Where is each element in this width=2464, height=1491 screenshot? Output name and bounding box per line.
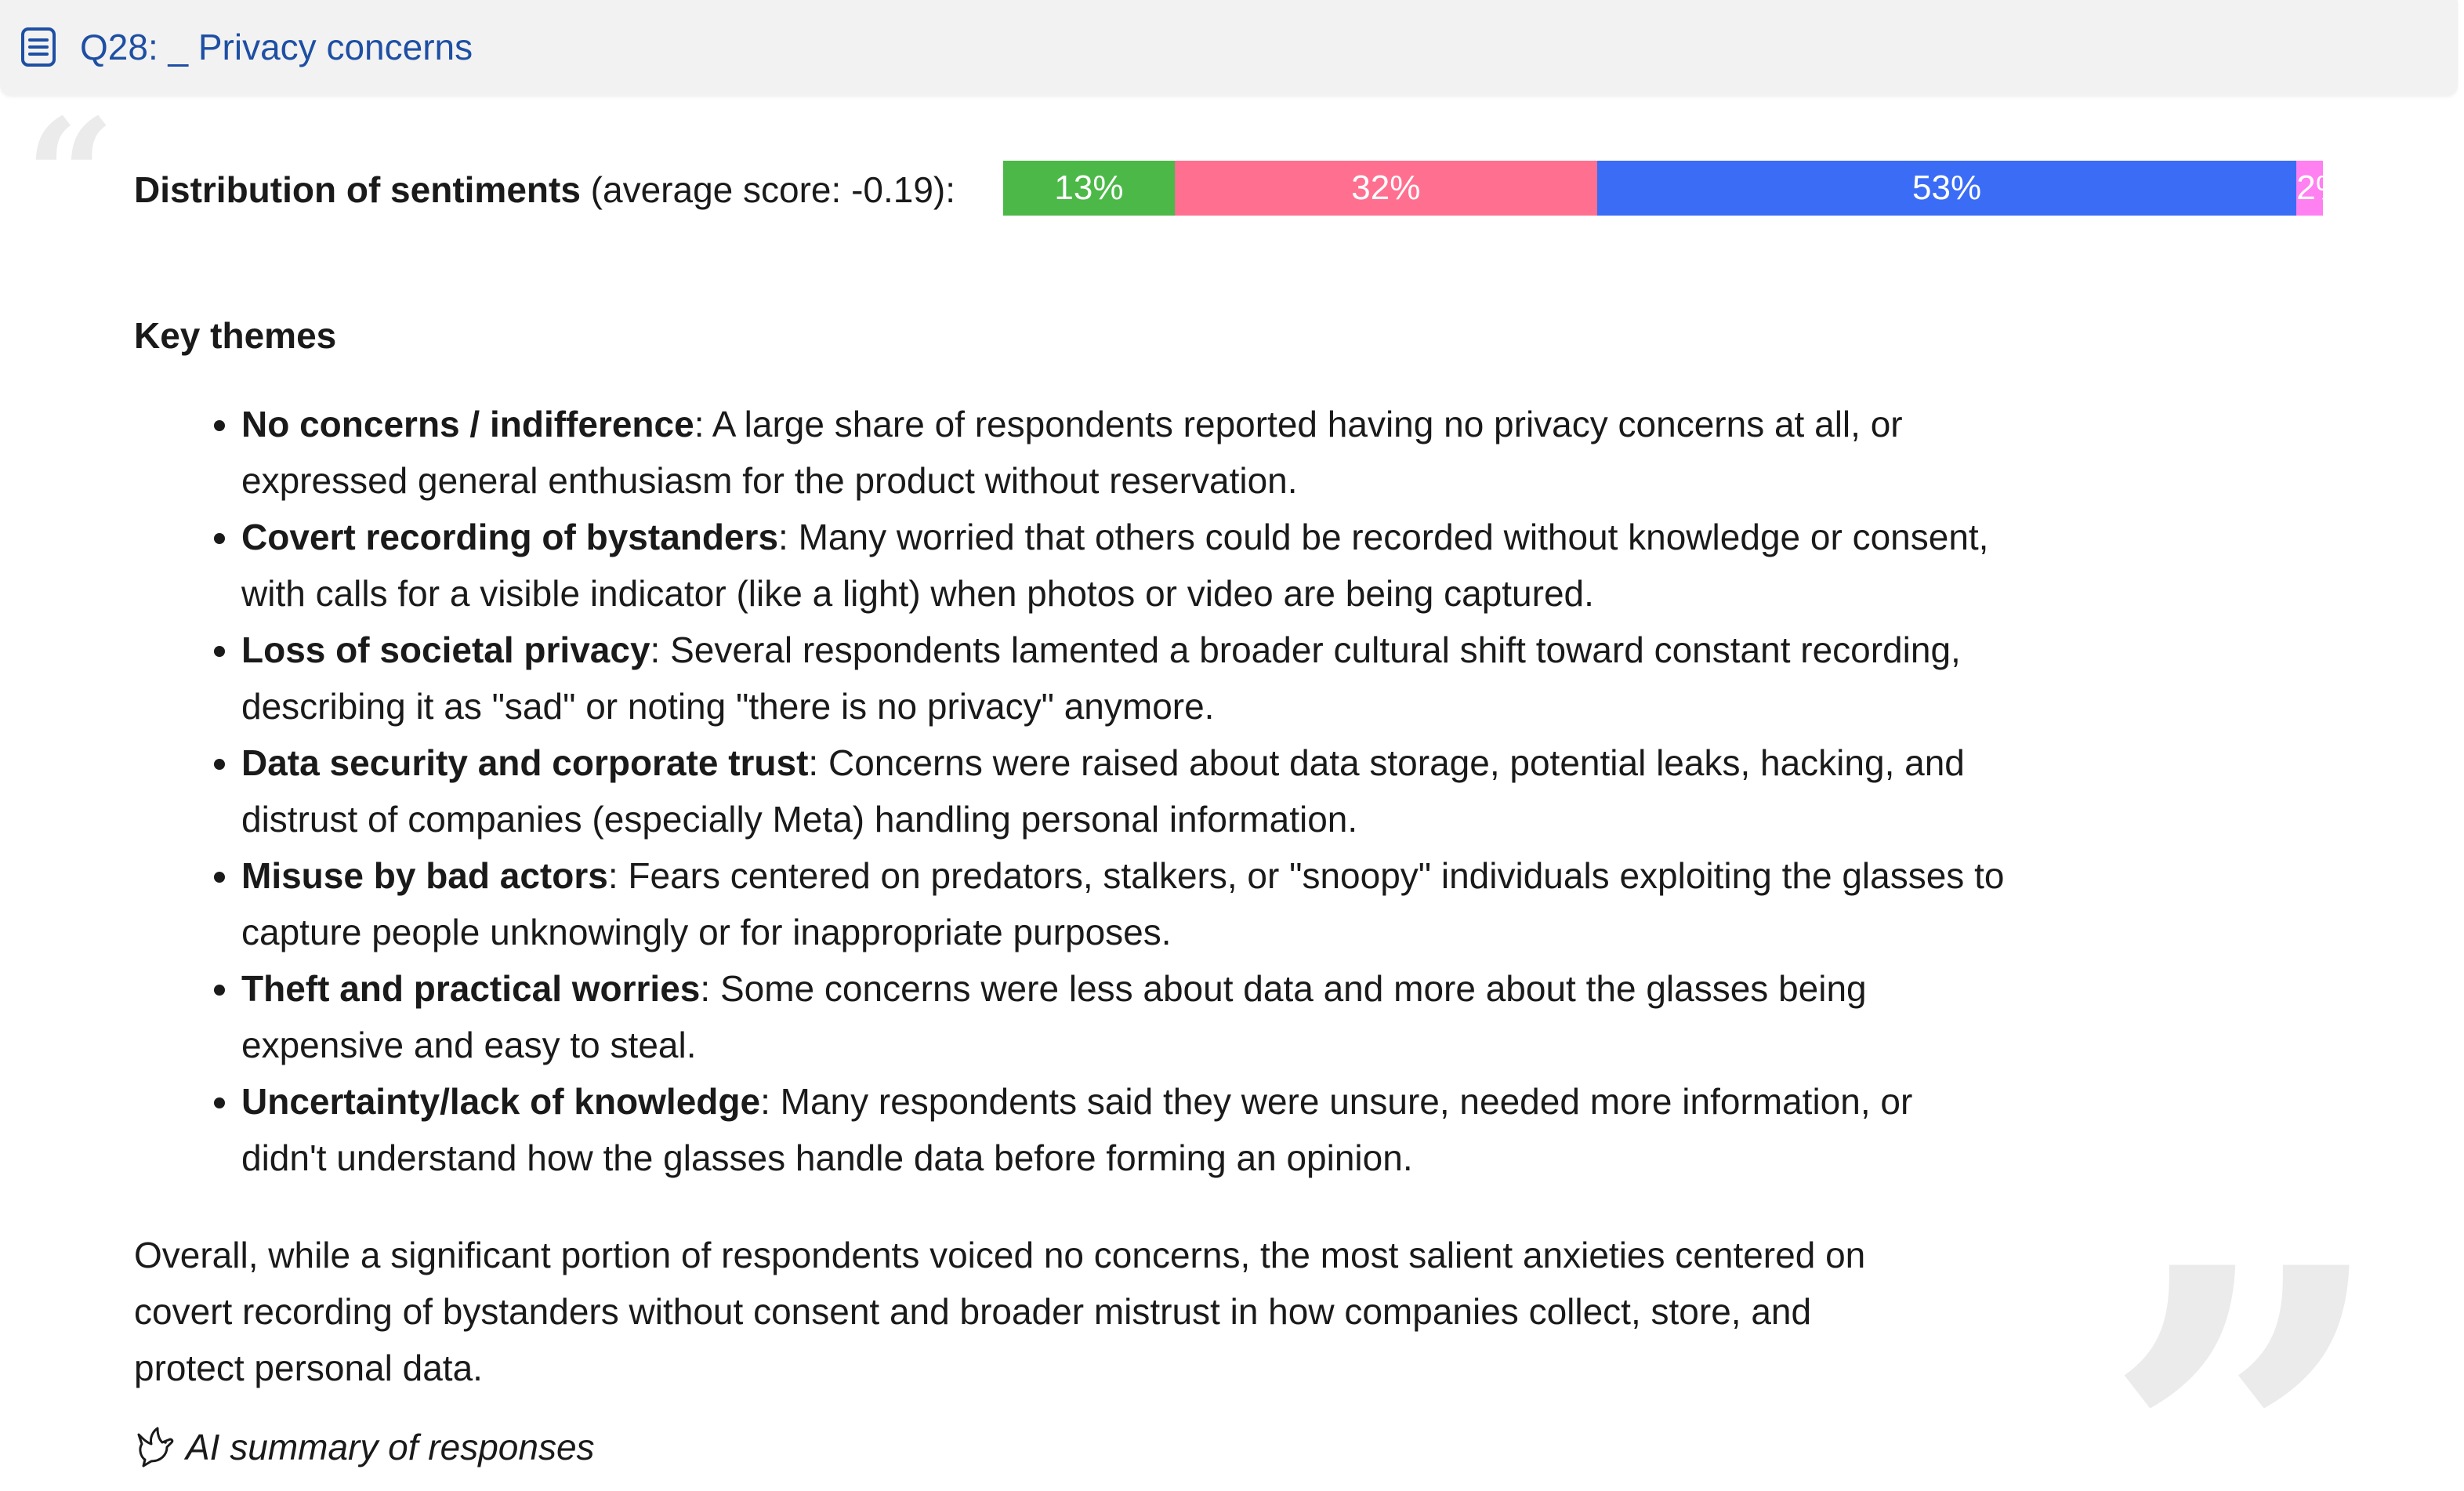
svg-text:“: “ (25, 85, 116, 269)
theme-term: Covert recording of bystanders (241, 517, 779, 557)
question-title[interactable]: Q28: _ Privacy concerns (80, 27, 473, 67)
list-document-icon (20, 27, 56, 67)
sentiment-label (134, 166, 955, 213)
sentiment-label-bold: Distribution of sentiments (134, 169, 581, 210)
svg-text:”: ” (2100, 1159, 2390, 1491)
theme-description: : Concerns were raised about data storage, potential leaks, hacking, and distrust of companies (especially Meta) handling personal information. (241, 742, 1965, 840)
theme-description: : Several respondents lamented a broader cultural shift toward constant recording, describing it as "sad" or noting "there is no privacy" anymore. (241, 629, 1961, 727)
sentiment-bar (1003, 161, 2346, 216)
sentiment-segment-negative[interactable]: 32% (1175, 161, 1597, 216)
theme-term: No concerns / indifference (241, 404, 694, 444)
theme-item (241, 396, 2005, 509)
theme-description: : A large share of respondents reported having no privacy concerns at all, or expressed general enthusiasm for the product without reservation. (241, 404, 1903, 501)
sentiment-segment-mixed[interactable]: 2% (2296, 161, 2323, 216)
theme-item (241, 960, 2005, 1073)
key-themes-heading: Key themes (134, 315, 337, 356)
theme-item (241, 847, 2005, 960)
key-themes-list (133, 396, 2005, 1186)
theme-description: : Many worried that others could be recorded without knowledge or consent, with calls for a visible indicator (like a light) when photos or video are being captured. (241, 517, 1989, 614)
theme-description: : Fears centered on predators, stalkers, or "snoopy" individuals exploiting the glasses to capture people unknowingly or for inappropriate purposes. (241, 855, 2005, 952)
ai-summary-label: AI summary of responses (186, 1427, 595, 1467)
dove-icon (134, 1425, 178, 1469)
theme-item (241, 735, 2005, 847)
sentiment-segment-positive[interactable]: 13% (1003, 161, 1175, 216)
sentiment-segment-neutral[interactable]: 53% (1597, 161, 2297, 216)
theme-term: Misuse by bad actors (241, 855, 608, 896)
open-quote-icon (25, 85, 116, 269)
theme-description: : Some concerns were less about data and more about the glasses being expensive and easy to steal. (241, 968, 1867, 1065)
theme-term: Data security and corporate trust (241, 742, 809, 783)
theme-term: Uncertainty/lack of knowledge (241, 1081, 761, 1122)
ai-summary-footer (134, 1424, 595, 1471)
theme-item (241, 509, 2005, 622)
theme-item (241, 622, 2005, 735)
theme-term: Theft and practical worries (241, 968, 701, 1009)
theme-description: : Many respondents said they were unsure, needed more information, or didn't understand how the glasses handle data before forming an opinion. (241, 1081, 1913, 1178)
overall-summary: Overall, while a significant portion of respondents voiced no concerns, the most salient anxieties centered on covert recording of bystanders without consent and broader mistrust in how companies collect, store, and protect personal data. (134, 1235, 1866, 1388)
theme-term: Loss of societal privacy (241, 629, 650, 670)
sentiment-average: (average score: -0.19): (580, 169, 956, 210)
question-header (0, 0, 2458, 96)
theme-item (241, 1073, 2005, 1186)
close-quote-icon (2100, 1159, 2430, 1491)
